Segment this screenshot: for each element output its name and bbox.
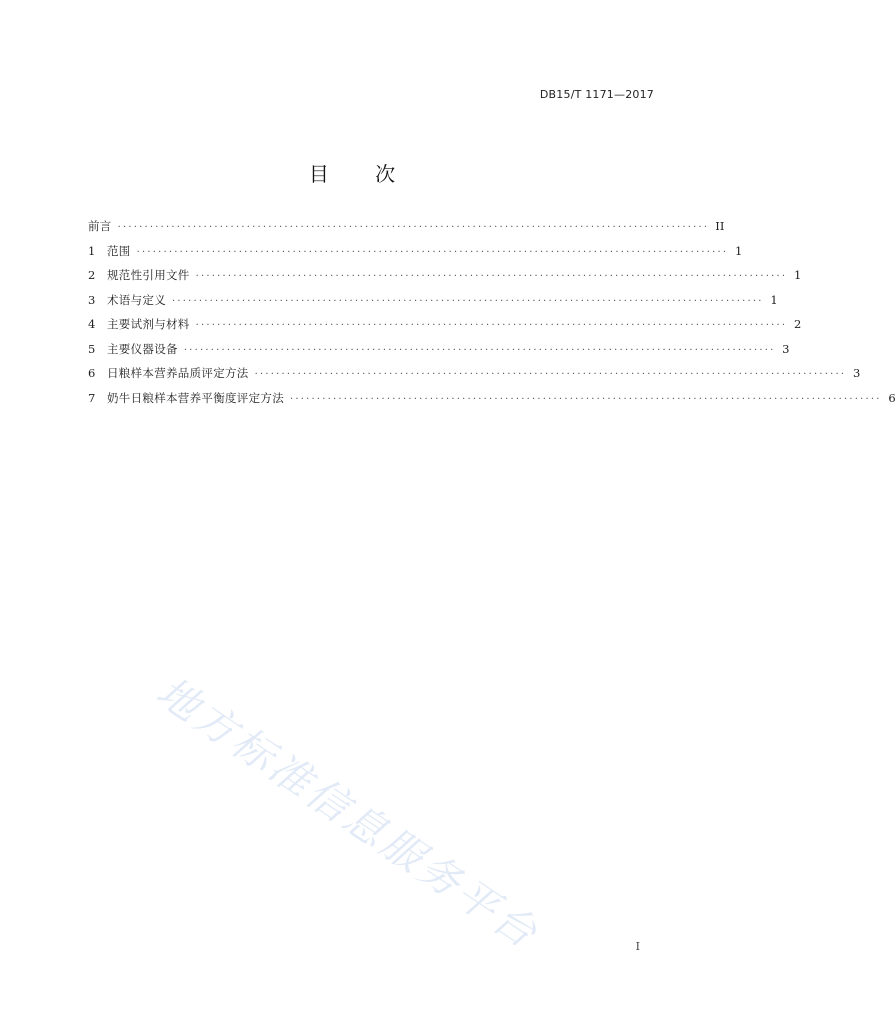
toc-item-label: 规范性引用文件: [107, 268, 190, 282]
toc-item-normative-references[interactable]: [88, 267, 802, 292]
toc-item-label: 范围: [107, 243, 131, 258]
table-of-contents: [88, 218, 896, 414]
toc-item-label: 日粮样本营养品质评定方法: [107, 366, 249, 380]
toc-item-number: 7: [88, 390, 96, 405]
toc-leader-dots: ··············································································································: [254, 369, 847, 380]
toc-item-label: 前言: [88, 219, 112, 233]
toc-item-label: 术语与定义: [107, 292, 166, 307]
toc-item-number: 3: [88, 292, 96, 307]
toc-leader-dots: ··············································································································: [195, 271, 788, 282]
toc-item-page: 1: [770, 292, 778, 307]
toc-leader-dots: ··············································································································: [195, 320, 788, 331]
toc-item-page: 3: [782, 341, 790, 356]
toc-item-page: 6: [888, 390, 896, 405]
document-code: DB15/T 1171—2017: [539, 88, 654, 101]
toc-item-number: 1: [88, 243, 96, 258]
toc-item-number: 5: [88, 341, 96, 356]
toc-item-page: 2: [793, 317, 802, 331]
toc-leader-dots: ··············································································································: [117, 222, 710, 233]
toc-item-number: 4: [88, 317, 96, 331]
toc-item-page: 3: [852, 366, 861, 380]
toc-leader-dots: ··············································································································: [183, 344, 776, 356]
toc-leader-dots: ··············································································································: [136, 246, 729, 258]
toc-item-reagents-materials[interactable]: [88, 316, 802, 341]
toc-item-page: II: [715, 219, 725, 233]
toc-item-nutrition-quality-method[interactable]: [88, 365, 861, 390]
toc-item-number: 2: [88, 268, 96, 282]
toc-item-label: 主要试剂与材料: [107, 317, 190, 331]
toc-item-label: 奶牛日粮样本营养平衡度评定方法: [107, 390, 284, 405]
toc-item-scope[interactable]: [88, 243, 743, 268]
watermark-text: 地方标准信息服务平台: [148, 667, 549, 959]
toc-item-page: 1: [734, 243, 743, 258]
toc-item-foreword[interactable]: [88, 218, 725, 243]
toc-item-label: 主要仪器设备: [107, 341, 178, 356]
toc-item-terms-definitions[interactable]: [88, 292, 778, 317]
toc-title: 目 次: [308, 162, 416, 186]
toc-leader-dots: ··············································································································: [172, 295, 764, 307]
page-number: I: [635, 940, 640, 953]
toc-item-page: 1: [793, 268, 802, 282]
toc-item-number: 6: [88, 366, 96, 380]
toc-leader-dots: ··············································································································: [290, 393, 882, 405]
toc-item-nutrition-balance-method[interactable]: [88, 390, 896, 415]
toc-item-instruments[interactable]: [88, 341, 790, 366]
